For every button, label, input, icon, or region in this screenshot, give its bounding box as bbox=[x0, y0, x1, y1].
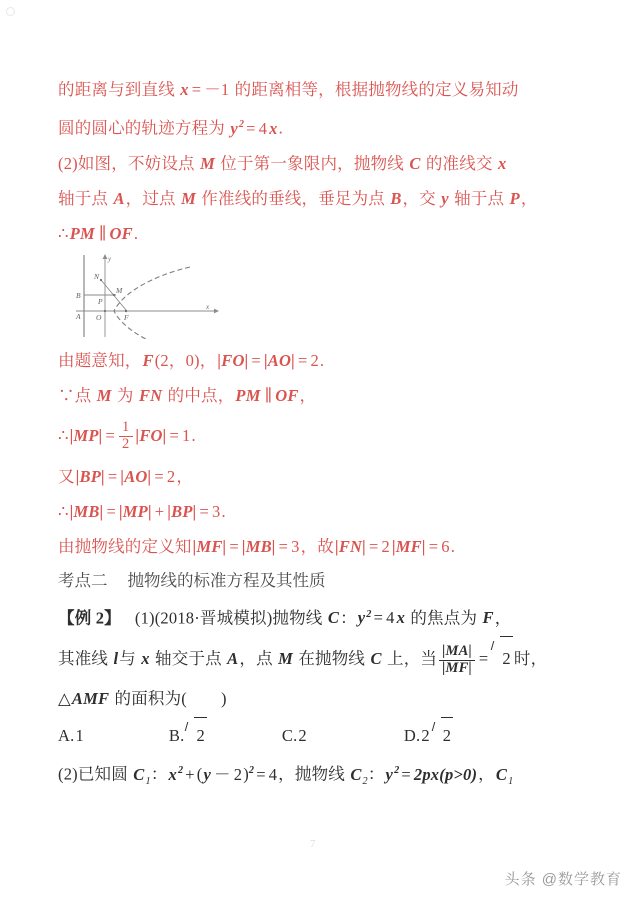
variable-x: x bbox=[269, 118, 278, 138]
colon: ： bbox=[150, 764, 168, 784]
because-symbol: ∵ bbox=[58, 385, 75, 405]
value-one: 1 bbox=[182, 425, 191, 445]
length-ao: |AO| bbox=[263, 350, 295, 370]
period: . bbox=[191, 425, 196, 445]
parabola-figure bbox=[64, 253, 244, 339]
question-2-label: (2) bbox=[58, 764, 78, 784]
parabola-curve bbox=[114, 267, 190, 339]
curve-c: C bbox=[370, 649, 382, 668]
equals-sign: = bbox=[229, 536, 239, 556]
example-line-2-text-g: 时， bbox=[513, 649, 548, 668]
length-mf: |MF| bbox=[391, 536, 426, 556]
length-mp: |MP| bbox=[69, 425, 103, 445]
figure-label-m: M bbox=[116, 285, 123, 295]
solution-line-3-text-a: 如图，不妨设点 bbox=[77, 153, 200, 173]
comma: ， bbox=[176, 466, 194, 486]
subscript-one: 1 bbox=[508, 775, 514, 787]
point-n-dot bbox=[100, 278, 102, 280]
example-line-2-text-e: 在抛物线 bbox=[294, 649, 370, 668]
segment-of: OF bbox=[275, 385, 299, 405]
figure-label-x: x bbox=[206, 302, 210, 311]
solution-line-3-text-b: 位于第一象限内，抛物线 bbox=[215, 153, 409, 173]
parallel-symbol: ∥ bbox=[98, 223, 106, 243]
item-label-2: (2) bbox=[58, 153, 78, 173]
point-p: P bbox=[509, 188, 520, 208]
point-a: A bbox=[227, 649, 239, 668]
option-b-label: B. bbox=[168, 726, 185, 745]
length-fo: |FO| bbox=[217, 350, 249, 370]
expression-2px: 2px(p>0) bbox=[413, 764, 478, 784]
parabola-c2: C bbox=[350, 764, 362, 784]
fraction-numerator: 1 bbox=[122, 419, 130, 436]
segment-fn: FN bbox=[138, 385, 163, 405]
exponent-two: 2 bbox=[394, 765, 400, 776]
figure-label-o: O bbox=[96, 312, 102, 322]
radicand: 2 bbox=[500, 636, 512, 681]
curve-c: C bbox=[409, 153, 421, 173]
equals-sign: = bbox=[401, 764, 411, 784]
equals-sign: = bbox=[369, 536, 379, 556]
page-number: 7 bbox=[310, 838, 316, 850]
parallel-symbol: ∥ bbox=[264, 385, 272, 405]
coefficient-four: 4 bbox=[258, 118, 268, 138]
subscript-one: 1 bbox=[145, 775, 151, 787]
period: . bbox=[450, 536, 456, 556]
focus-coordinates: (2，0) bbox=[154, 350, 200, 370]
comma: ， bbox=[299, 385, 317, 405]
solution-line-2 bbox=[58, 107, 590, 146]
variable-x: x bbox=[396, 608, 406, 627]
question-2-line bbox=[58, 753, 590, 799]
value-two: 2 bbox=[166, 466, 176, 486]
fraction-ma-over-mf bbox=[439, 644, 475, 676]
variable-y: y bbox=[230, 118, 238, 138]
exponent-two: 2 bbox=[366, 608, 372, 620]
point-o-dot bbox=[104, 309, 106, 311]
length-mb: |MB| bbox=[69, 501, 104, 521]
comma: ， bbox=[478, 764, 495, 784]
point-a: A bbox=[113, 188, 125, 208]
solution-line-6 bbox=[58, 343, 590, 378]
example-line-2 bbox=[58, 635, 590, 681]
solution-line-1-text-a: 的距离与到直线 bbox=[58, 80, 180, 99]
solution-line-3 bbox=[58, 146, 590, 181]
triangle-symbol: △ bbox=[58, 689, 71, 708]
figure-label-b: B bbox=[76, 290, 81, 300]
figure-label-y: y bbox=[108, 254, 112, 263]
section-heading bbox=[58, 564, 590, 597]
period: . bbox=[278, 118, 283, 138]
equals-sign: = bbox=[199, 501, 209, 521]
y-axis-arrow bbox=[103, 254, 108, 259]
length-fn: |FN| bbox=[335, 536, 366, 556]
axis-x: x bbox=[497, 153, 507, 173]
equals-sign: = bbox=[246, 118, 256, 138]
option-a-value: 1 bbox=[75, 726, 84, 745]
plus-sign: + bbox=[185, 764, 195, 784]
therefore-connector: ，故 bbox=[300, 536, 334, 556]
example-line-2-text-c: 轴交于点 bbox=[150, 649, 227, 668]
subscript-two: 2 bbox=[362, 775, 368, 787]
minus-sign: － bbox=[214, 764, 231, 784]
option-c-value: 2 bbox=[298, 726, 307, 745]
solution-line-10 bbox=[58, 494, 590, 529]
watermark: 头条 @数学教育 bbox=[504, 871, 622, 888]
length-ao: |AO| bbox=[120, 466, 152, 486]
solution-line-7-text-c: 的中点， bbox=[163, 385, 235, 405]
comma: ， bbox=[520, 188, 538, 208]
equals-sign: = bbox=[256, 764, 266, 784]
variable-y: y bbox=[203, 764, 212, 784]
option-d[interactable] bbox=[404, 716, 454, 753]
option-a-label: A. bbox=[58, 726, 75, 745]
x-axis-arrow bbox=[214, 308, 219, 313]
length-mb: |MB| bbox=[241, 536, 276, 556]
example-source: (2018·晋城模拟) bbox=[154, 608, 273, 627]
value-three: 3 bbox=[211, 501, 221, 521]
example-line-3 bbox=[58, 681, 590, 716]
therefore-symbol: ∴ bbox=[58, 501, 69, 521]
therefore-symbol: ∴ bbox=[58, 223, 69, 243]
option-d-coefficient: 2 bbox=[421, 726, 430, 745]
variable-x: x bbox=[168, 764, 177, 784]
exponent-two: 2 bbox=[238, 119, 245, 130]
figure-label-f: F bbox=[124, 312, 129, 322]
example-tag: 【例 2】 bbox=[58, 608, 121, 627]
point-m: M bbox=[96, 385, 112, 405]
equals-sign: = bbox=[105, 425, 116, 445]
length-bp: |BP| bbox=[75, 466, 105, 486]
exponent-two: 2 bbox=[248, 765, 255, 776]
example-sub-label: (1) bbox=[134, 608, 155, 627]
therefore-symbol: ∴ bbox=[58, 425, 69, 445]
equals-sign: = bbox=[154, 466, 164, 486]
length-bp: |BP| bbox=[167, 501, 197, 521]
open-paren: ( bbox=[196, 764, 203, 784]
comma: ， bbox=[199, 350, 217, 370]
section-title: 抛物线的标准方程及其性质 bbox=[127, 570, 326, 590]
fraction-denominator: 2 bbox=[119, 436, 132, 453]
exponent-two: 2 bbox=[177, 765, 184, 776]
equals-sign: = bbox=[106, 501, 116, 521]
figure-label-p: P bbox=[98, 296, 103, 306]
example-line-1 bbox=[58, 597, 590, 636]
variable-y: y bbox=[385, 764, 394, 784]
close-paren: ) bbox=[243, 764, 249, 784]
variable-y: y bbox=[357, 608, 366, 627]
segment-pm: PM bbox=[69, 223, 95, 243]
example-line-2-text-f: 上，当 bbox=[382, 649, 438, 668]
corner-scan-artifact bbox=[6, 7, 15, 16]
comma: ， bbox=[278, 764, 295, 784]
example-line-3-text: 的面积为( bbox=[110, 689, 188, 708]
point-m: M bbox=[200, 153, 215, 173]
solution-line-7 bbox=[58, 378, 590, 413]
equals-sign: = bbox=[169, 425, 180, 445]
solution-line-4-text-b: ，过点 bbox=[125, 188, 181, 208]
circle-c1-tail: C bbox=[495, 764, 508, 784]
radicand: 2 bbox=[441, 717, 453, 753]
document-content bbox=[58, 72, 590, 799]
curve-c: C bbox=[327, 608, 340, 627]
example-line-2-text-d: ，点 bbox=[239, 649, 278, 668]
solution-line-3-text-c: 的准线交 bbox=[421, 153, 497, 173]
option-b[interactable] bbox=[169, 716, 208, 753]
solution-line-7-text-a: 点 bbox=[74, 385, 96, 405]
equals-sign: = bbox=[191, 80, 202, 99]
point-m: M bbox=[181, 188, 196, 208]
equals-sign: = bbox=[428, 536, 439, 556]
square-root-two bbox=[432, 716, 453, 753]
option-c-label: C. bbox=[281, 726, 298, 745]
solution-line-4-text-e: 轴于点 bbox=[449, 188, 509, 208]
axis-y: y bbox=[441, 188, 449, 208]
segment-of: OF bbox=[109, 223, 133, 243]
variable-x: x bbox=[180, 80, 189, 99]
point-f: F bbox=[142, 350, 154, 370]
value-negative-one: －1 bbox=[204, 80, 230, 99]
coefficient-four: 4 bbox=[386, 608, 395, 627]
value-three: 3 bbox=[291, 536, 300, 556]
solution-line-2-text-a: 圆的圆心的轨迹方程为 bbox=[58, 118, 230, 138]
parabola-figure-svg bbox=[64, 253, 244, 339]
value-two: 2 bbox=[233, 764, 243, 784]
point-f-dot bbox=[125, 309, 127, 311]
coefficient-two: 2 bbox=[381, 536, 390, 556]
fraction-numerator: |MA| bbox=[442, 642, 472, 659]
radicand: 2 bbox=[194, 717, 206, 753]
plus-sign: + bbox=[154, 501, 165, 521]
length-mf: |MF| bbox=[192, 536, 227, 556]
example-line-3-end: ) bbox=[221, 689, 227, 708]
segment-pm: PM bbox=[235, 385, 261, 405]
point-b: B bbox=[390, 188, 402, 208]
solution-line-7-text-b: 为 bbox=[112, 385, 138, 405]
solution-line-4 bbox=[58, 181, 590, 216]
solution-line-4-text-a: 轴于点 bbox=[58, 188, 113, 208]
point-m: M bbox=[278, 649, 293, 668]
again-word: 又 bbox=[58, 466, 75, 486]
option-d-label: D. bbox=[403, 726, 421, 745]
equals-sign: = bbox=[478, 649, 489, 668]
fraction-denominator: |MF| bbox=[439, 660, 475, 677]
question-2-text-a: 已知圆 bbox=[77, 764, 133, 784]
period: . bbox=[319, 350, 325, 370]
figure-label-a: A bbox=[76, 311, 81, 321]
option-c[interactable] bbox=[282, 718, 308, 753]
point-f: F bbox=[482, 608, 494, 627]
axis-x: x bbox=[141, 649, 150, 668]
example-text-a: 抛物线 bbox=[272, 608, 327, 627]
equals-sign: = bbox=[297, 350, 308, 370]
fraction-one-half bbox=[119, 420, 132, 452]
solution-line-1 bbox=[58, 72, 590, 107]
option-a[interactable] bbox=[58, 718, 85, 753]
figure-label-n: N bbox=[94, 271, 100, 281]
options-row bbox=[58, 716, 590, 753]
section-label: 考点二 bbox=[58, 570, 108, 590]
solution-line-9 bbox=[58, 459, 590, 494]
triangle-amf: AMF bbox=[71, 689, 110, 708]
directrix-l: l bbox=[113, 649, 119, 668]
equals-sign: = bbox=[373, 608, 384, 627]
circle-c1: C bbox=[133, 764, 145, 784]
value-six: 6 bbox=[441, 536, 450, 556]
solution-line-11-text-a: 由抛物线的定义知 bbox=[58, 536, 192, 556]
solution-line-8 bbox=[58, 413, 590, 459]
colon: ： bbox=[367, 764, 385, 784]
example-text-b: 的焦点为 bbox=[406, 608, 482, 627]
example-line-2-text-b: 与 bbox=[119, 649, 141, 668]
period: . bbox=[133, 223, 139, 243]
square-root-two bbox=[185, 716, 206, 753]
value-four: 4 bbox=[268, 764, 278, 784]
length-mp: |MP| bbox=[118, 501, 152, 521]
solution-line-4-text-d: ，交 bbox=[402, 188, 441, 208]
square-root-two bbox=[491, 635, 512, 681]
solution-line-1-text-b: 的距离相等，根据抛物线的定义易知动 bbox=[230, 80, 519, 99]
solution-line-5 bbox=[58, 216, 590, 251]
equals-sign: = bbox=[278, 536, 289, 556]
example-line-2-text-a: 其准线 bbox=[58, 649, 113, 668]
question-2-text-b: 抛物线 bbox=[294, 764, 350, 784]
colon: ： bbox=[340, 608, 357, 627]
solution-line-4-text-c: 作准线的垂线，垂足为点 bbox=[196, 188, 390, 208]
solution-line-6-text-a: 由题意知， bbox=[58, 350, 142, 370]
value-two: 2 bbox=[310, 350, 319, 370]
period: . bbox=[221, 501, 226, 521]
equals-sign: = bbox=[107, 466, 118, 486]
comma: ， bbox=[494, 608, 512, 627]
point-m-dot bbox=[113, 293, 115, 295]
solution-line-11 bbox=[58, 529, 590, 564]
length-fo: |FO| bbox=[135, 425, 167, 445]
equals-sign: = bbox=[251, 350, 261, 370]
